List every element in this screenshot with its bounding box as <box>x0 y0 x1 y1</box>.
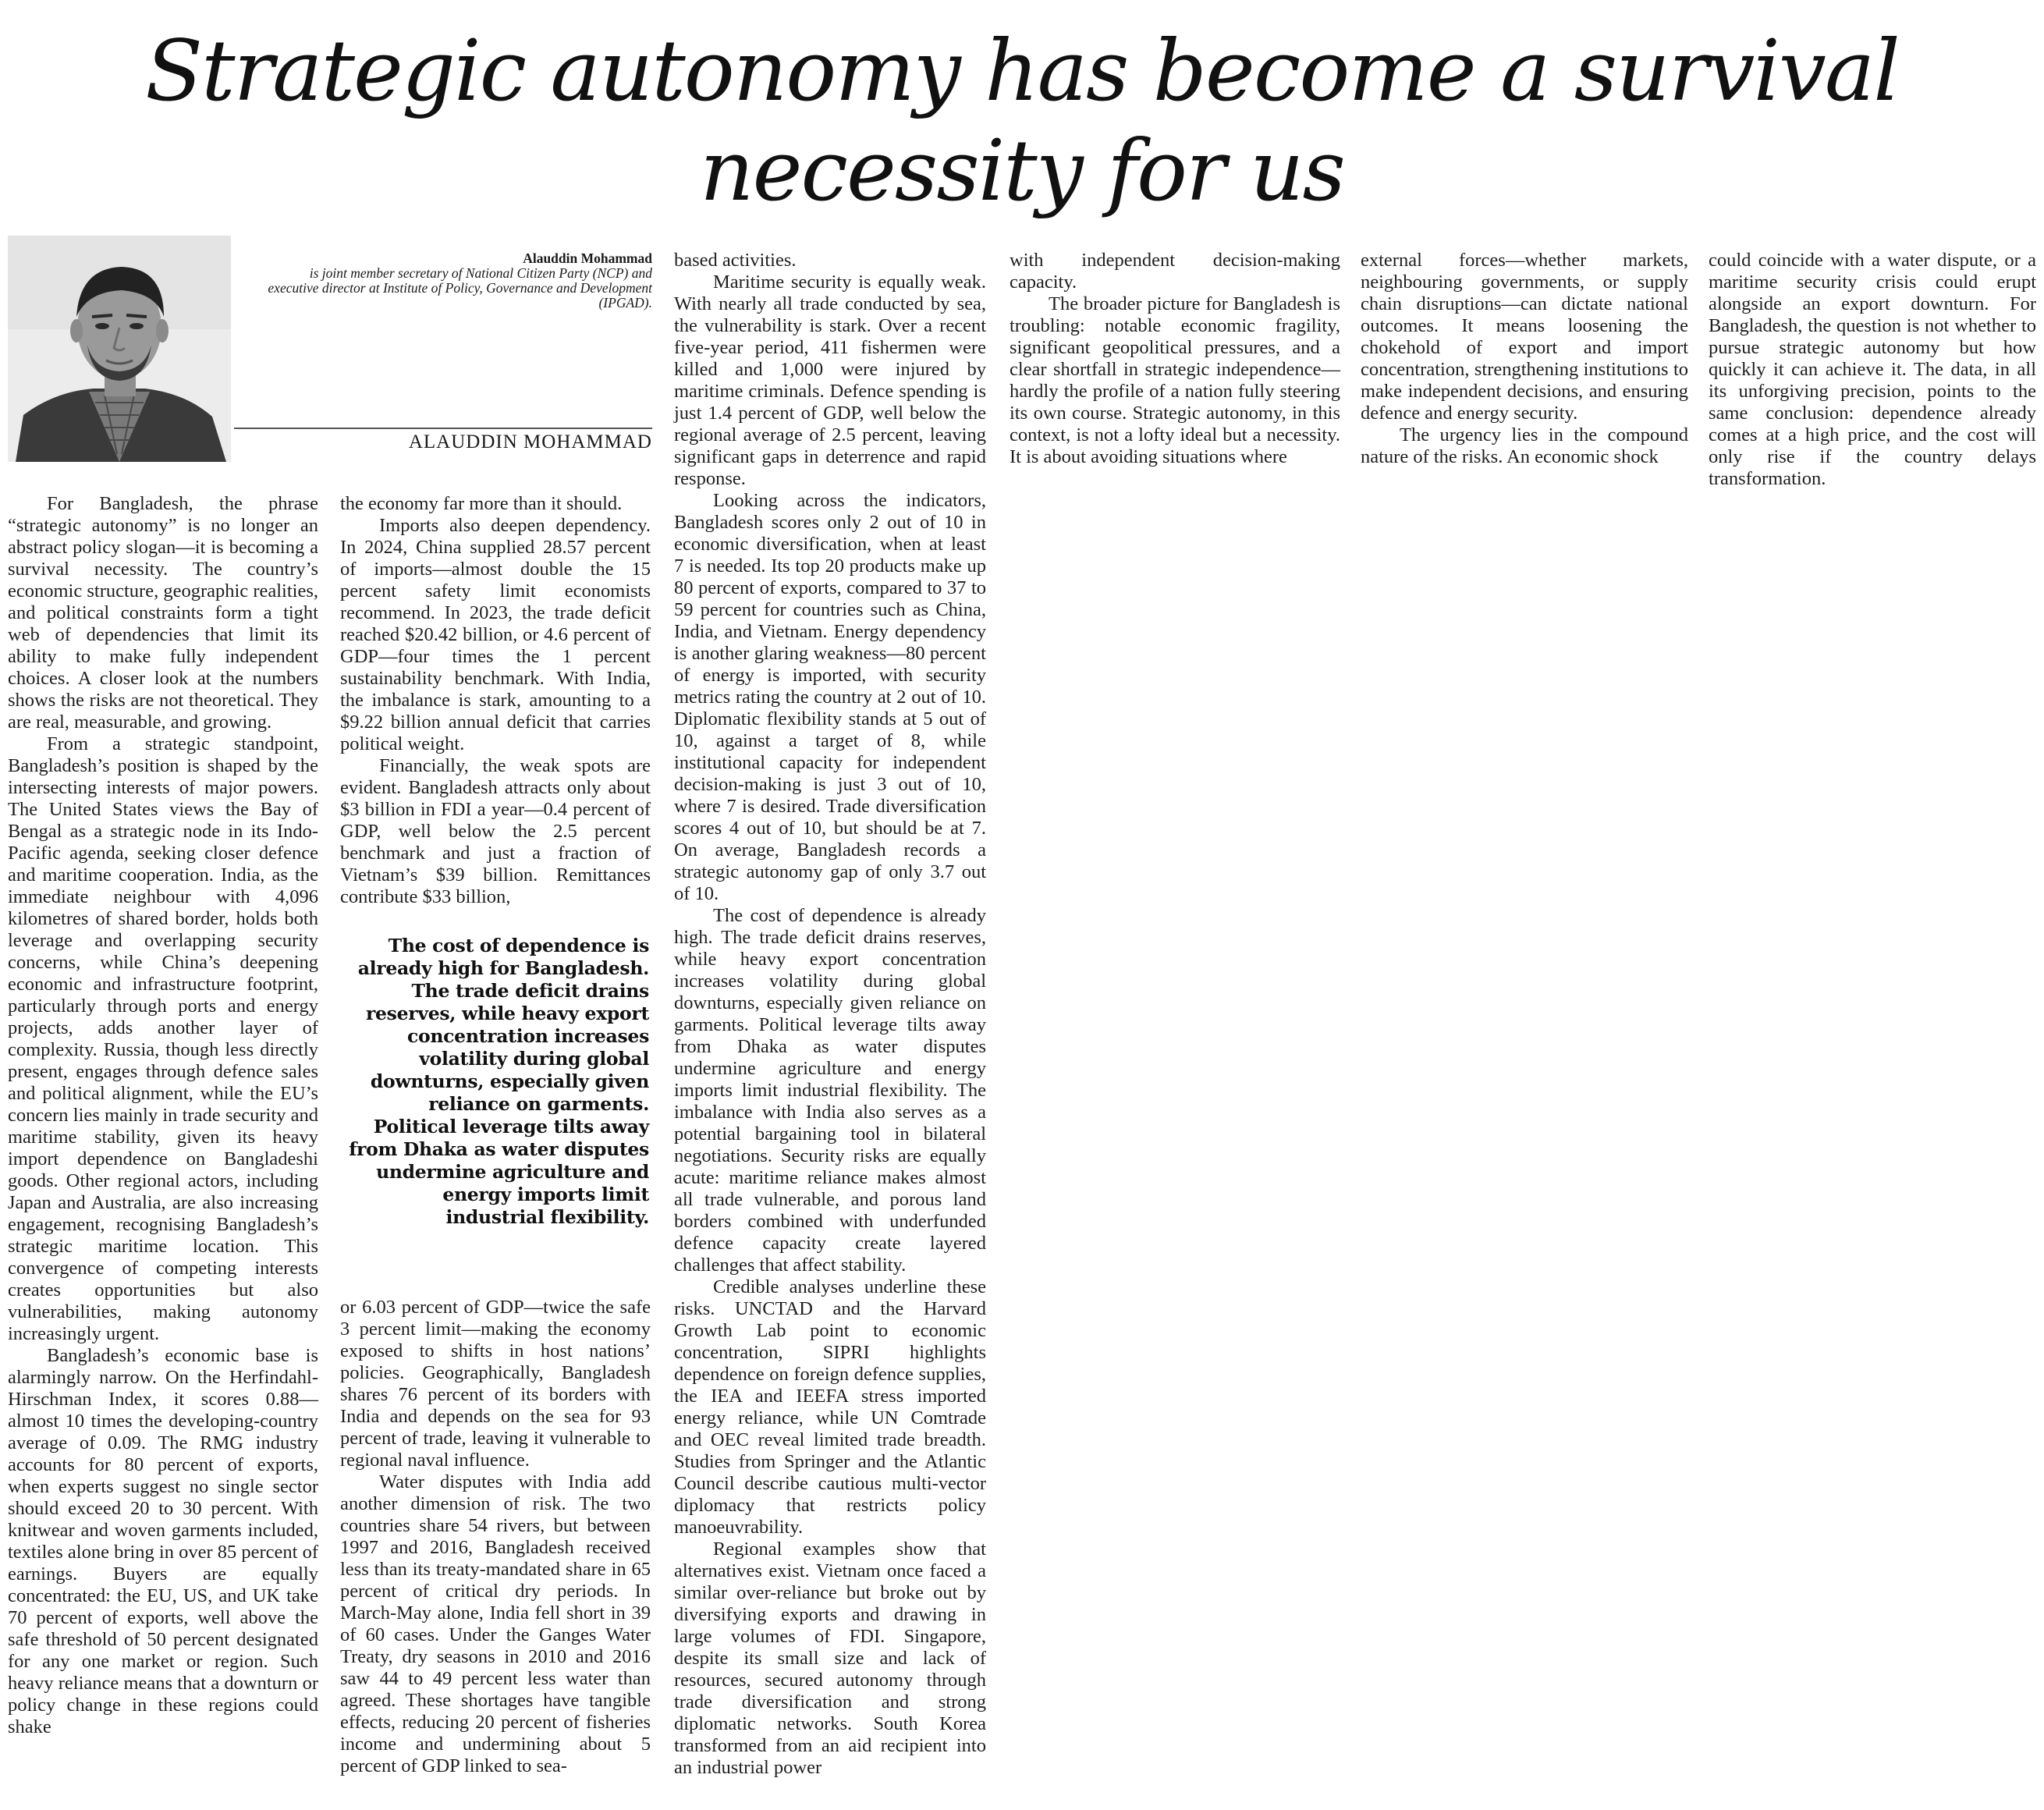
paragraph: Bangladesh’s economic base is alarmingly narrow. On the Herfindahl-Hirschman Index, it scores 0.88—almost 10 times the developing-country average of 0.09. The RMG industry accounts for 80 percent of exports, when experts suggest no single sector should exceed 20 to 30 percent. With knitwear and woven garments included, textiles alone bring in over 85 percent of earnings. Buyers are equally concentrated: the EU, US, and UK take 70 percent of exports, well above the safe threshold of 50 percent designated for any one market or region. Such heavy reliance means that a downturn or policy change in these regions could shake <box>8 1345 318 1737</box>
article-column-5 <box>1361 250 1688 468</box>
paragraph: Looking across the indicators, Bangladesh scores only 2 out of 10 in economic diversification, when at least 7 is needed. Its top 20 products make up 80 percent of exports, compared to 37 to 59 percent for countries such as China, India, and Vietnam. Energy dependency is another glaring weakness—80 percent of energy is imported, with security metrics rating the country at 2 out of 10. Diplomatic flexibility stands at 5 out of 10, against a target of 8, while institutional capacity for independent decision-making is just 3 out of 10, where 7 is desired. Trade diversification scores 4 out of 10, but should be at 7. On average, Bangladesh records a strategic autonomy gap of only 3.7 out of 10. <box>674 490 986 904</box>
author-portrait-image <box>8 236 231 462</box>
paragraph: Credible analyses underline these risks. UNCTAD and the Harvard Growth Lab point to economic concentration, SIPRI highlights dependence on foreign defence supplies, the IEA and IEEFA stress imported energy reliance, while UN Comtrade and OEC reveal limited trade breadth. Studies from Springer and the Atlantic Council describe cautious multi-vector diplomacy that restricts policy manoeuvrability. <box>674 1276 986 1538</box>
pull-quote: The cost of dependence is already high for Bangladesh. The trade deficit drains reserves, while heavy export concentration increases volatility during global downturns, especially given reliance on garments. Political leverage tilts away from Dhaka as water disputes undermine agriculture and energy imports limit industrial flexibility. <box>349 935 649 1228</box>
paragraph: based activities. <box>674 250 797 271</box>
paragraph: The urgency lies in the compound nature of the risks. An economic shock <box>1361 424 1688 467</box>
paragraph: with independent decision-making capacity. <box>1010 250 1340 293</box>
author-name-caps: ALAUDDIN MOHAMMAD <box>408 431 652 452</box>
paragraph: Financially, the weak spots are evident. Bangladesh attracts only about $3 billion in FDI a year—0.4 percent of GDP, well below the 2.5 percent benchmark and just a fraction of Vietnam’s $39 billion. Remittances contribute $33 billion, <box>340 755 651 907</box>
article-column-6 <box>1709 250 2036 490</box>
byline-name: Alauddin Mohammad <box>523 250 652 266</box>
paragraph: From a strategic standpoint, Bangladesh’s position is shaped by the intersecting interests of major powers. The United States views the Bay of Bengal as a strategic node in its Indo-Pacific agenda, seeking closer defence and maritime cooperation. India, as the immediate neighbour with 4,096 kilometres of shared border, holds both leverage and overlapping security concerns, while China’s deepening economic and infrastructure footprint, particularly through ports and energy projects, adds another layer of complexity. Russia, though less directly present, engages through defence sales and political alignment, while the EU’s concern lies mainly in trade security and maritime stability, given its heavy import dependence on Bangladeshi goods. Other regional actors, including Japan and Australia, are also increasing engagement, recognising Bangladesh’s strategic maritime location. This convergence of competing interests creates opportunities but also vulnerabilities, making autonomy increasingly urgent. <box>8 733 318 1344</box>
paragraph: The broader picture for Bangladesh is troubling: notable economic fragility, significant geopolitical pressures, and a clear shortfall in strategic independence—hardly the profile of a nation fully steering its own course. Strategic autonomy, in this context, is not a lofty ideal but a necessity. It is about avoiding situations where <box>1010 293 1340 467</box>
author-divider <box>234 428 652 429</box>
paragraph: external forces—whether markets, neighbouring governments, or supply chain disruptions—can dictate national outcomes. It means loosening the chokehold of export and import concentration, strengthening institutions to make independent decisions, and ensuring defence and energy security. <box>1361 250 1688 424</box>
paragraph: Water disputes with India add another dimension of risk. The two countries share 54 rivers, but between 1997 and 2016, Bangladesh received less than its treaty-mandated share in 65 percent of critical dry periods. In March-May alone, India fell short in 39 of 60 cases. Under the Ganges Water Treaty, dry seasons in 2010 and 2016 saw 44 to 49 percent less water than agreed. These shortages have tangible effects, reducing 20 percent of fisheries income and undermining about 5 percent of GDP linked to sea- <box>340 1471 651 1776</box>
author-photo <box>8 236 231 462</box>
byline-description: is joint member secretary of National Citizen Party (NCP) and executive director at Institute of Policy, Governance and Development (IPGAD). <box>268 265 652 311</box>
article-column-1 <box>8 493 318 1738</box>
paragraph: Imports also deepen dependency. In 2024, China supplied 28.57 percent of imports—almost double the 15 percent safety limit economists recommend. In 2023, the trade deficit reached $20.42 billion, or 4.6 percent of GDP—four times the 1 percent sustainability benchmark. With India, the imbalance is stark, amounting to a $9.22 billion annual deficit that carries political weight. <box>340 515 651 754</box>
paragraph: Regional examples show that alternatives exist. Vietnam once faced a similar over-reliance but broke out by diversifying exports and drawing in large volumes of FDI. Singapore, despite its small size and lack of resources, secured autonomy through trade diversification and strong diplomatic networks. South Korea transformed from an aid recipient into an industrial power <box>674 1538 986 1778</box>
paragraph: or 6.03 percent of GDP—twice the safe 3 percent limit—making the economy exposed to shifts in host nations’ policies. Geographically, Bangladesh shares 76 percent of its borders with India and depends on the sea for 93 percent of trade, leaving it vulnerable to regional naval influence. <box>340 1297 651 1471</box>
byline-block <box>257 251 652 311</box>
headline: Strategic autonomy has become a survival necessity for us <box>145 23 1899 220</box>
paragraph: For Bangladesh, the phrase “strategic autonomy” is no longer an abstract policy slogan—it is becoming a survival necessity. The country’s economic structure, geographic realities, and political constraints form a tight web of dependencies that limit its ability to make fully independent choices. A closer look at the numbers shows the risks are not theoretical. They are real, measurable, and growing. <box>8 493 318 733</box>
paragraph: Maritime security is equally weak. With nearly all trade conducted by sea, the vulnerability is stark. Over a recent five-year period, 411 fishermen were killed and 1,000 were injured by maritime criminals. Defence spending is just 1.4 percent of GDP, well below the regional average of 2.5 percent, leaving significant gaps in deterrence and rapid response. <box>674 272 986 489</box>
paragraph: The cost of dependence is already high. The trade deficit drains reserves, while heavy export concentration increases volatility during global downturns, especially given reliance on garments. Political leverage tilts away from Dhaka as water disputes undermine agriculture and energy imports limit industrial flexibility. The imbalance with India also serves as a potential bargaining tool in bilateral negotiations. Security risks are equally acute: maritime reliance makes almost all trade vulnerable, and porous land borders combined with underfunded defence capacity create layered challenges that affect stability. <box>674 905 986 1276</box>
article-column-2-top <box>340 493 651 908</box>
article-column-2-bottom <box>340 1297 651 1777</box>
paragraph: the economy far more than it should. <box>340 493 623 514</box>
paragraph: could coincide with a water dispute, or a maritime security crisis could erupt alongside an export downturn. For Bangladesh, the question is not whether to pursue strategic autonomy but how quickly it can achieve it. The data, in all its unforgiving precision, points to the same conclusion: dependence already comes at a high price, and the cost will only rise if the country delays transformation. <box>1709 250 2036 489</box>
article-column-3 <box>674 250 986 1779</box>
article-column-4 <box>1010 250 1340 468</box>
